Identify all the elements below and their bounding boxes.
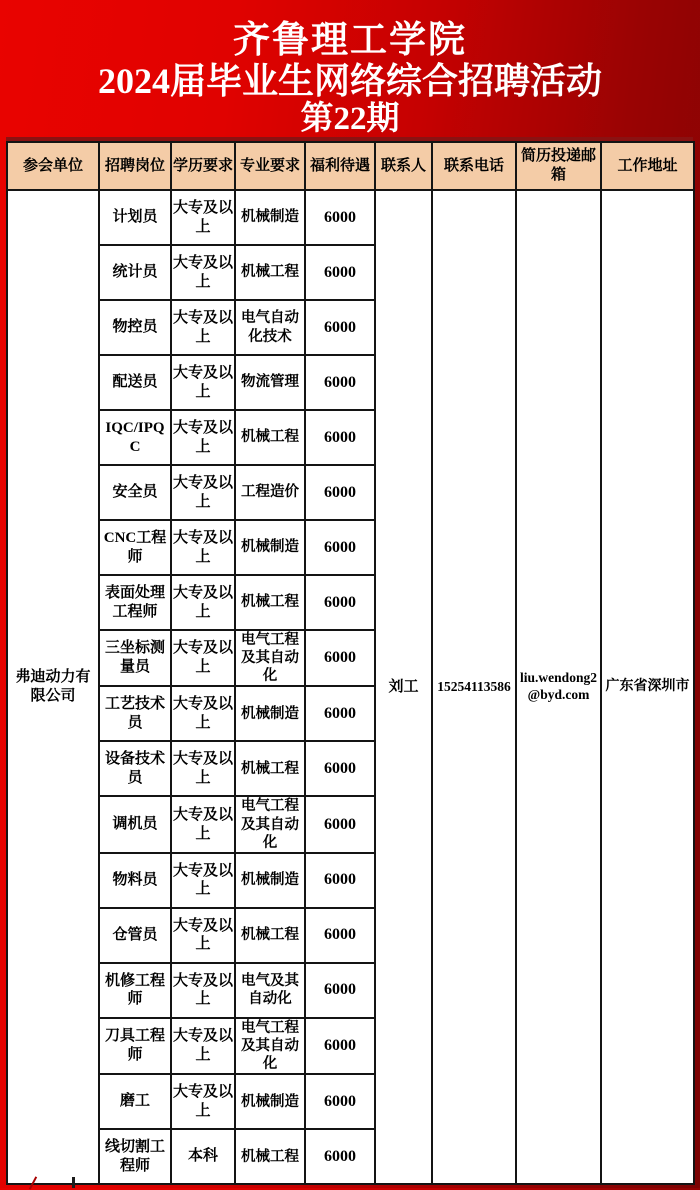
education-cell: 大专及以上 <box>171 853 235 908</box>
education-cell: 大专及以上 <box>171 630 235 686</box>
major-cell: 机械制造 <box>235 1074 305 1129</box>
salary-cell: 6000 <box>305 908 375 963</box>
contact-phone-cell: 15254113586 <box>432 190 516 1184</box>
jobs-table <box>6 141 695 1185</box>
education-cell: 本科 <box>171 1129 235 1184</box>
major-cell: 机械制造 <box>235 190 305 245</box>
salary-cell: 6000 <box>305 520 375 575</box>
col-header-salary: 福利待遇 <box>305 142 375 190</box>
col-header-resume-email: 简历投递邮箱 <box>516 142 601 190</box>
col-header-work-address: 工作地址 <box>601 142 694 190</box>
education-cell: 大专及以上 <box>171 1074 235 1129</box>
salary-cell: 6000 <box>305 853 375 908</box>
salary-cell: 6000 <box>305 1018 375 1074</box>
position-cell: 线切割工程师 <box>99 1129 171 1184</box>
table-header-row <box>7 142 694 190</box>
work-address-cell: 广东省深圳市 <box>601 190 694 1184</box>
education-cell: 大专及以上 <box>171 686 235 741</box>
salary-cell: 6000 <box>305 1129 375 1184</box>
salary-cell: 6000 <box>305 741 375 796</box>
education-cell: 大专及以上 <box>171 796 235 852</box>
position-cell: 表面处理工程师 <box>99 575 171 630</box>
position-cell: 物控员 <box>99 300 171 355</box>
salary-cell: 6000 <box>305 963 375 1018</box>
education-cell: 大专及以上 <box>171 741 235 796</box>
salary-cell: 6000 <box>305 190 375 245</box>
col-header-major: 专业要求 <box>235 142 305 190</box>
salary-cell: 6000 <box>305 686 375 741</box>
major-cell: 机械工程 <box>235 1129 305 1184</box>
contact-person-cell: 刘工 <box>375 190 432 1184</box>
education-cell: 大专及以上 <box>171 245 235 300</box>
education-cell: 大专及以上 <box>171 908 235 963</box>
major-cell: 机械工程 <box>235 741 305 796</box>
position-cell: 设备技术员 <box>99 741 171 796</box>
school-name: 齐鲁理工学院 <box>233 20 467 61</box>
major-cell: 电气自动化技术 <box>235 300 305 355</box>
event-issue-number: 第22期 <box>300 101 400 137</box>
bottom-decoration-tick <box>72 1177 75 1188</box>
salary-cell: 6000 <box>305 575 375 630</box>
col-header-contact-person: 联系人 <box>375 142 432 190</box>
position-cell: CNC工程师 <box>99 520 171 575</box>
position-cell: 工艺技术员 <box>99 686 171 741</box>
salary-cell: 6000 <box>305 1074 375 1129</box>
major-cell: 机械工程 <box>235 908 305 963</box>
jobs-table-container <box>6 137 693 1185</box>
position-cell: 刀具工程师 <box>99 1018 171 1074</box>
major-cell: 机械制造 <box>235 520 305 575</box>
education-cell: 大专及以上 <box>171 575 235 630</box>
col-header-contact-phone: 联系电话 <box>432 142 516 190</box>
major-cell: 机械工程 <box>235 575 305 630</box>
education-cell: 大专及以上 <box>171 1018 235 1074</box>
position-cell: 机修工程师 <box>99 963 171 1018</box>
col-header-position: 招聘岗位 <box>99 142 171 190</box>
position-cell: 三坐标测量员 <box>99 630 171 686</box>
education-cell: 大专及以上 <box>171 465 235 520</box>
major-cell: 电气及其自动化 <box>235 963 305 1018</box>
major-cell: 电气工程及其自动化 <box>235 796 305 852</box>
major-cell: 机械工程 <box>235 410 305 465</box>
salary-cell: 6000 <box>305 245 375 300</box>
position-cell: 计划员 <box>99 190 171 245</box>
salary-cell: 6000 <box>305 410 375 465</box>
position-cell: 磨工 <box>99 1074 171 1129</box>
major-cell: 机械制造 <box>235 686 305 741</box>
major-cell: 机械制造 <box>235 853 305 908</box>
major-cell: 工程造价 <box>235 465 305 520</box>
resume-email-cell: liu.wendong2@byd.com <box>516 190 601 1184</box>
position-cell: 物料员 <box>99 853 171 908</box>
salary-cell: 6000 <box>305 796 375 852</box>
poster-title <box>0 0 700 137</box>
position-cell: 调机员 <box>99 796 171 852</box>
job-row <box>7 190 694 245</box>
education-cell: 大专及以上 <box>171 355 235 410</box>
education-cell: 大专及以上 <box>171 410 235 465</box>
salary-cell: 6000 <box>305 355 375 410</box>
position-cell: 安全员 <box>99 465 171 520</box>
major-cell: 物流管理 <box>235 355 305 410</box>
education-cell: 大专及以上 <box>171 520 235 575</box>
education-cell: 大专及以上 <box>171 300 235 355</box>
education-cell: 大专及以上 <box>171 963 235 1018</box>
salary-cell: 6000 <box>305 465 375 520</box>
education-cell: 大专及以上 <box>171 190 235 245</box>
col-header-company: 参会单位 <box>7 142 99 190</box>
company-cell: 弗迪动力有限公司 <box>7 190 99 1184</box>
position-cell: 统计员 <box>99 245 171 300</box>
major-cell: 电气工程及其自动化 <box>235 1018 305 1074</box>
position-cell: IQC/IPQC <box>99 410 171 465</box>
event-name: 2024届毕业生网络综合招聘活动 <box>97 61 602 101</box>
salary-cell: 6000 <box>305 300 375 355</box>
position-cell: 配送员 <box>99 355 171 410</box>
col-header-education: 学历要求 <box>171 142 235 190</box>
major-cell: 机械工程 <box>235 245 305 300</box>
salary-cell: 6000 <box>305 630 375 686</box>
position-cell: 仓管员 <box>99 908 171 963</box>
major-cell: 电气工程及其自动化 <box>235 630 305 686</box>
